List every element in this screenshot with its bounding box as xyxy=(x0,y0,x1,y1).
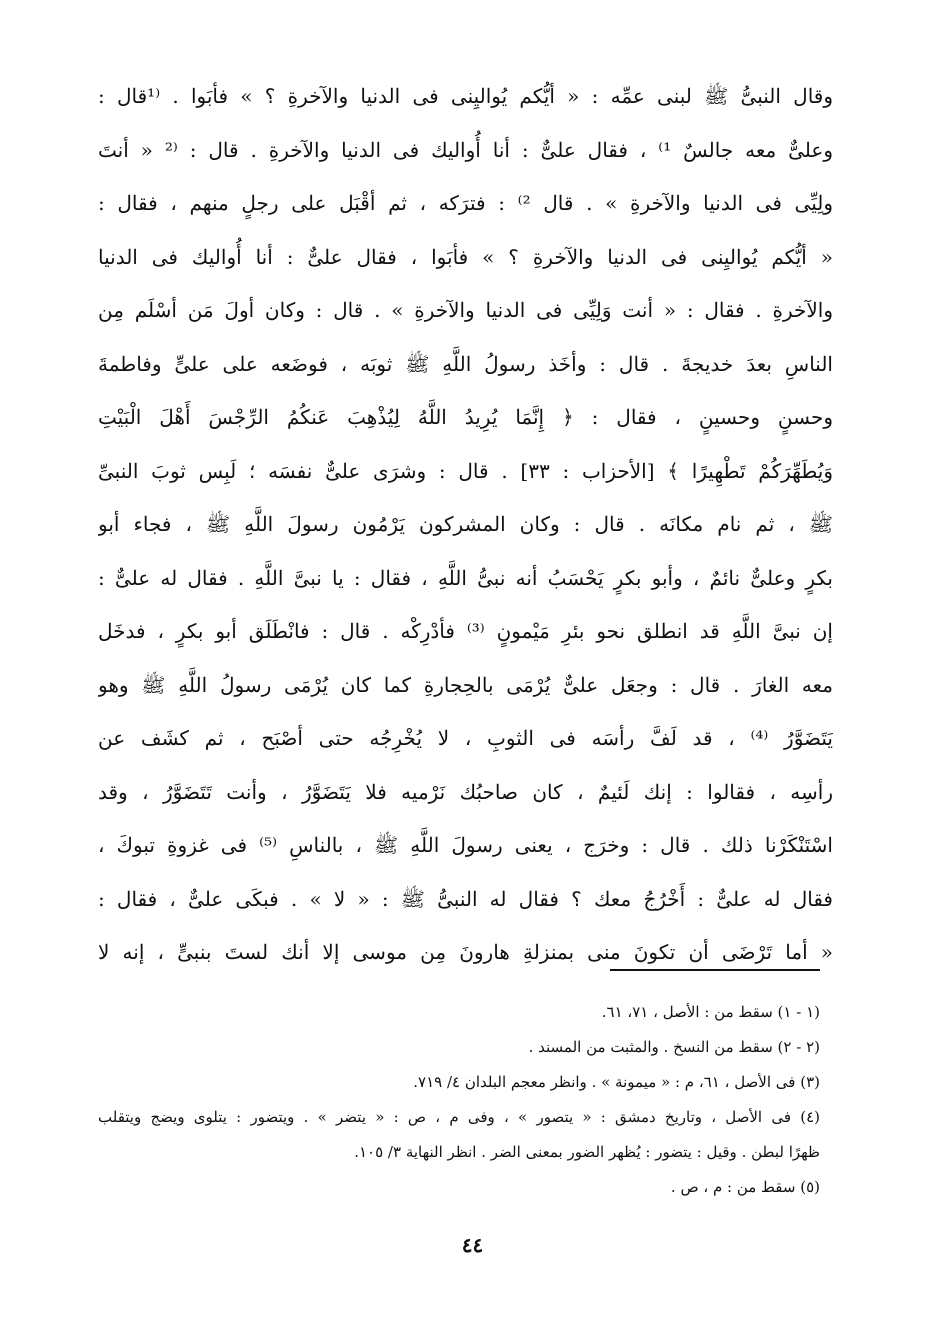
footnote-separator xyxy=(610,969,820,971)
footnote-line: (٥) سقط من : م ، ص . xyxy=(670,1178,820,1196)
text-line: ولِيِّى فى الدنيا والآخرةِ » . قال ²⁾ : فترَكه ، ثم أقْبَل على رجلٍ منهم ، فقال : xyxy=(98,191,833,215)
footnote-line: (٣) فى الأصل ، ٦١، م : « ميمونة » . وانظر معجم البلدان ٤/ ٧١٩. xyxy=(413,1073,820,1091)
text-line: وحسنٍ وحسينٍ ، فقال : ﴿ إِنَّمَا يُرِيدُ اللَّهُ لِيُذْهِبَ عَنكُمُ الرِّجْسَ أَهْلَ الْبَيْتِ xyxy=(98,405,833,429)
text-line: الناسِ بعدَ خديجةَ . قال : وأخَذ رسولُ اللَّهِ ﷺ ثوبَه ، فوضَعه على علىٍّ وفاطمةَ xyxy=(98,351,833,376)
text-line: فقال له علىٌّ : أَخْرُجُ معك ؟ فقال له النبىُّ ﷺ : « لا » . فبكَى علىٌّ ، فقال : xyxy=(98,886,833,911)
text-line: ﷺ ، ثم نام مكانَه . قال : وكان المشركون يَرْمُون رسولَ اللَّهِ ﷺ ، فجاء أبو xyxy=(98,512,833,536)
text-line: « أما تَرْضَى أن تكونَ منى بمنزلةِ هارونَ مِن موسى إلا أنك لستَ بنبىٍّ ، إنه لا xyxy=(98,940,833,964)
text-line: بكرٍ وعلىٌّ نائمٌ ، وأبو بكرٍ يَحْسَبُ أنه نبىُّ اللَّهِ ، فقال : يا نبىَّ اللَّهِ . فقال له علىٌّ : xyxy=(98,565,833,590)
page-number: ٤٤ xyxy=(461,1233,484,1257)
footnote-line: (١ - ١) سقط من : الأصل ، ٧١، ٦١. xyxy=(601,1003,820,1021)
text-line: إن نبىَّ اللَّهِ قد انطلق نحو بئرِ مَيْمونٍ ⁽³⁾ فأدْرِكْه . قال : فانْطَلَق أبو بكرٍ ، فدخَل xyxy=(98,619,833,643)
footnote-line: ظهرًا لبطن . وقيل : يتضور : يُظهر الضور بمعنى الضر . انظر النهاية ٣/ ١٠٥. xyxy=(354,1143,820,1161)
text-line: والآخرةِ . فقال : « أنت وَلِيِّى فى الدنيا والآخرةِ » . قال : وكان أولَ مَن أسْلَم مِن xyxy=(98,298,833,322)
footnote-line: (٤) فى الأصل ، وتاريخ دمشق : « يتصور » ، وفى م ، ص : « يتضر » . ويتضور : يتلوى ويضج ويتقلب xyxy=(98,1108,820,1126)
text-line: وعلىٌّ معه جالسٌ ¹⁾ ، فقال علىٌّ : أنا أُواليك فى الدنيا والآخرةِ . قال : ⁽² « أنتَ xyxy=(98,137,833,162)
text-line: « أيُّكم يُواليِنى فى الدنيا والآخرةِ ؟ » فأبَوا ، فقال علىٌّ : أنا أُواليك فى الدنيا xyxy=(98,244,833,269)
text-line: اسْتَنْكَرْنا ذلك . قال : وخرَج ، يعنى رسولَ اللَّهِ ﷺ ، بالناسِ ⁽⁵⁾ فى غزوةِ تبوكَ ، xyxy=(98,833,833,857)
main-text xyxy=(98,70,833,980)
footnotes xyxy=(98,995,820,1205)
text-line: وقال النبىُّ ﷺ لبنى عمِّه : « أيُّكم يُواليِنى فى الدنيا والآخرةِ ؟ » فأبَوا . ⁽¹قال : xyxy=(98,84,833,108)
text-line: معه الغارَ . قال : وجعَل علىٌّ يُرْمَى بالحِجارةِ كما كان يُرْمَى رسولُ اللَّهِ ﷺ وهو xyxy=(98,672,833,697)
text-line: يَتَضَوَّرُ ⁽⁴⁾ ، قد لَفَّ رأسَه فى الثوبِ ، لا يُخْرِجُه حتى أصْبَح ، ثم كشَف عن xyxy=(98,726,833,750)
footnote-line: (٢ - ٢) سقط من النسخ . والمثبت من المسند . xyxy=(528,1038,820,1056)
text-line: وَيُطَهِّرَكُمْ تَطْهِيرًا ﴾ [الأحزاب : ٣٣] . قال : وشرَى علىٌّ نفسَه ؛ لَبِس ثوبَ النبىِّ xyxy=(98,458,833,483)
text-line: رأسِه ، فقالوا : إنك لَئيمٌ ، كان صاحبُك نَرْميه فلا يَتَضَوَّرُ ، وأنت تَتَضَوَّرُ ، وقد xyxy=(98,779,833,804)
